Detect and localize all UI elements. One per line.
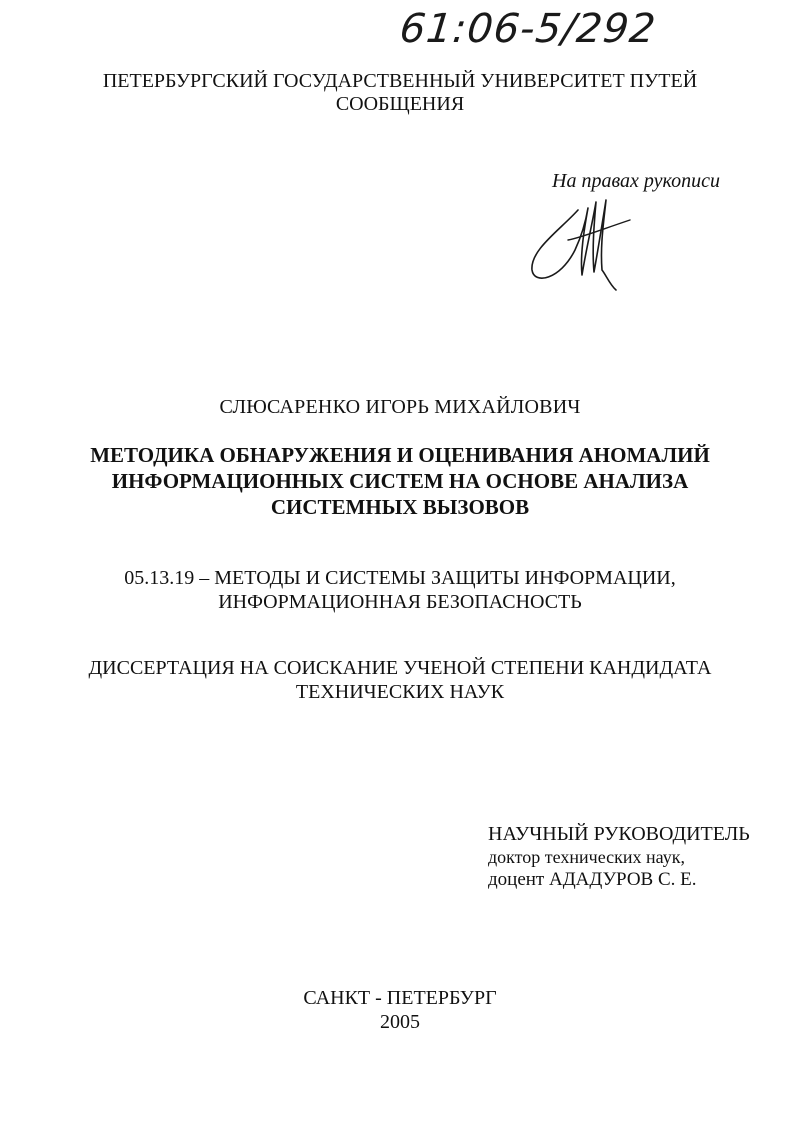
specialty-code: 05.13.19 – МЕТОДЫ И СИСТЕМЫ ЗАЩИТЫ ИНФОРМАЦИИ, ИНФОРМАЦИОННАЯ БЕЗОПАСНОСТЬ [124, 567, 676, 613]
catalog-number: 61:06-5/292 [397, 6, 659, 52]
place-and-year [250, 986, 550, 1034]
supervisor-name: доцент АДАДУРОВ С. Е. [488, 869, 697, 890]
dissertation-type: ДИССЕРТАЦИЯ НА СОИСКАНИЕ УЧЕНОЙ СТЕПЕНИ КАНДИДАТА ТЕХНИЧЕСКИХ НАУК [88, 657, 712, 703]
author-name: СЛЮСАРЕНКО ИГОРЬ МИХАЙЛОВИЧ [219, 396, 581, 418]
university-name: ПЕТЕРБУРГСКИЙ ГОСУДАРСТВЕННЫЙ УНИВЕРСИТЕТ ПУТЕЙ СООБЩЕНИЯ [102, 70, 698, 115]
year: 2005 [380, 1011, 420, 1033]
supervisor-heading: НАУЧНЫЙ РУКОВОДИТЕЛЬ [488, 823, 750, 845]
supervisor-degree: доктор технических наук, [488, 847, 685, 867]
city: САНКТ - ПЕТЕРБУРГ [303, 987, 497, 1009]
dissertation-title: МЕТОДИКА ОБНАРУЖЕНИЯ И ОЦЕНИВАНИЯ АНОМАЛИЙ ИНФОРМАЦИОННЫХ СИСТЕМ НА ОСНОВЕ АНАЛИЗА СИСТЕМНЫХ ВЫЗОВОВ [90, 443, 710, 519]
supervisor-block [488, 822, 778, 892]
author-signature [520, 180, 640, 300]
manuscript-rights-note: На правах рукописи [552, 170, 720, 192]
